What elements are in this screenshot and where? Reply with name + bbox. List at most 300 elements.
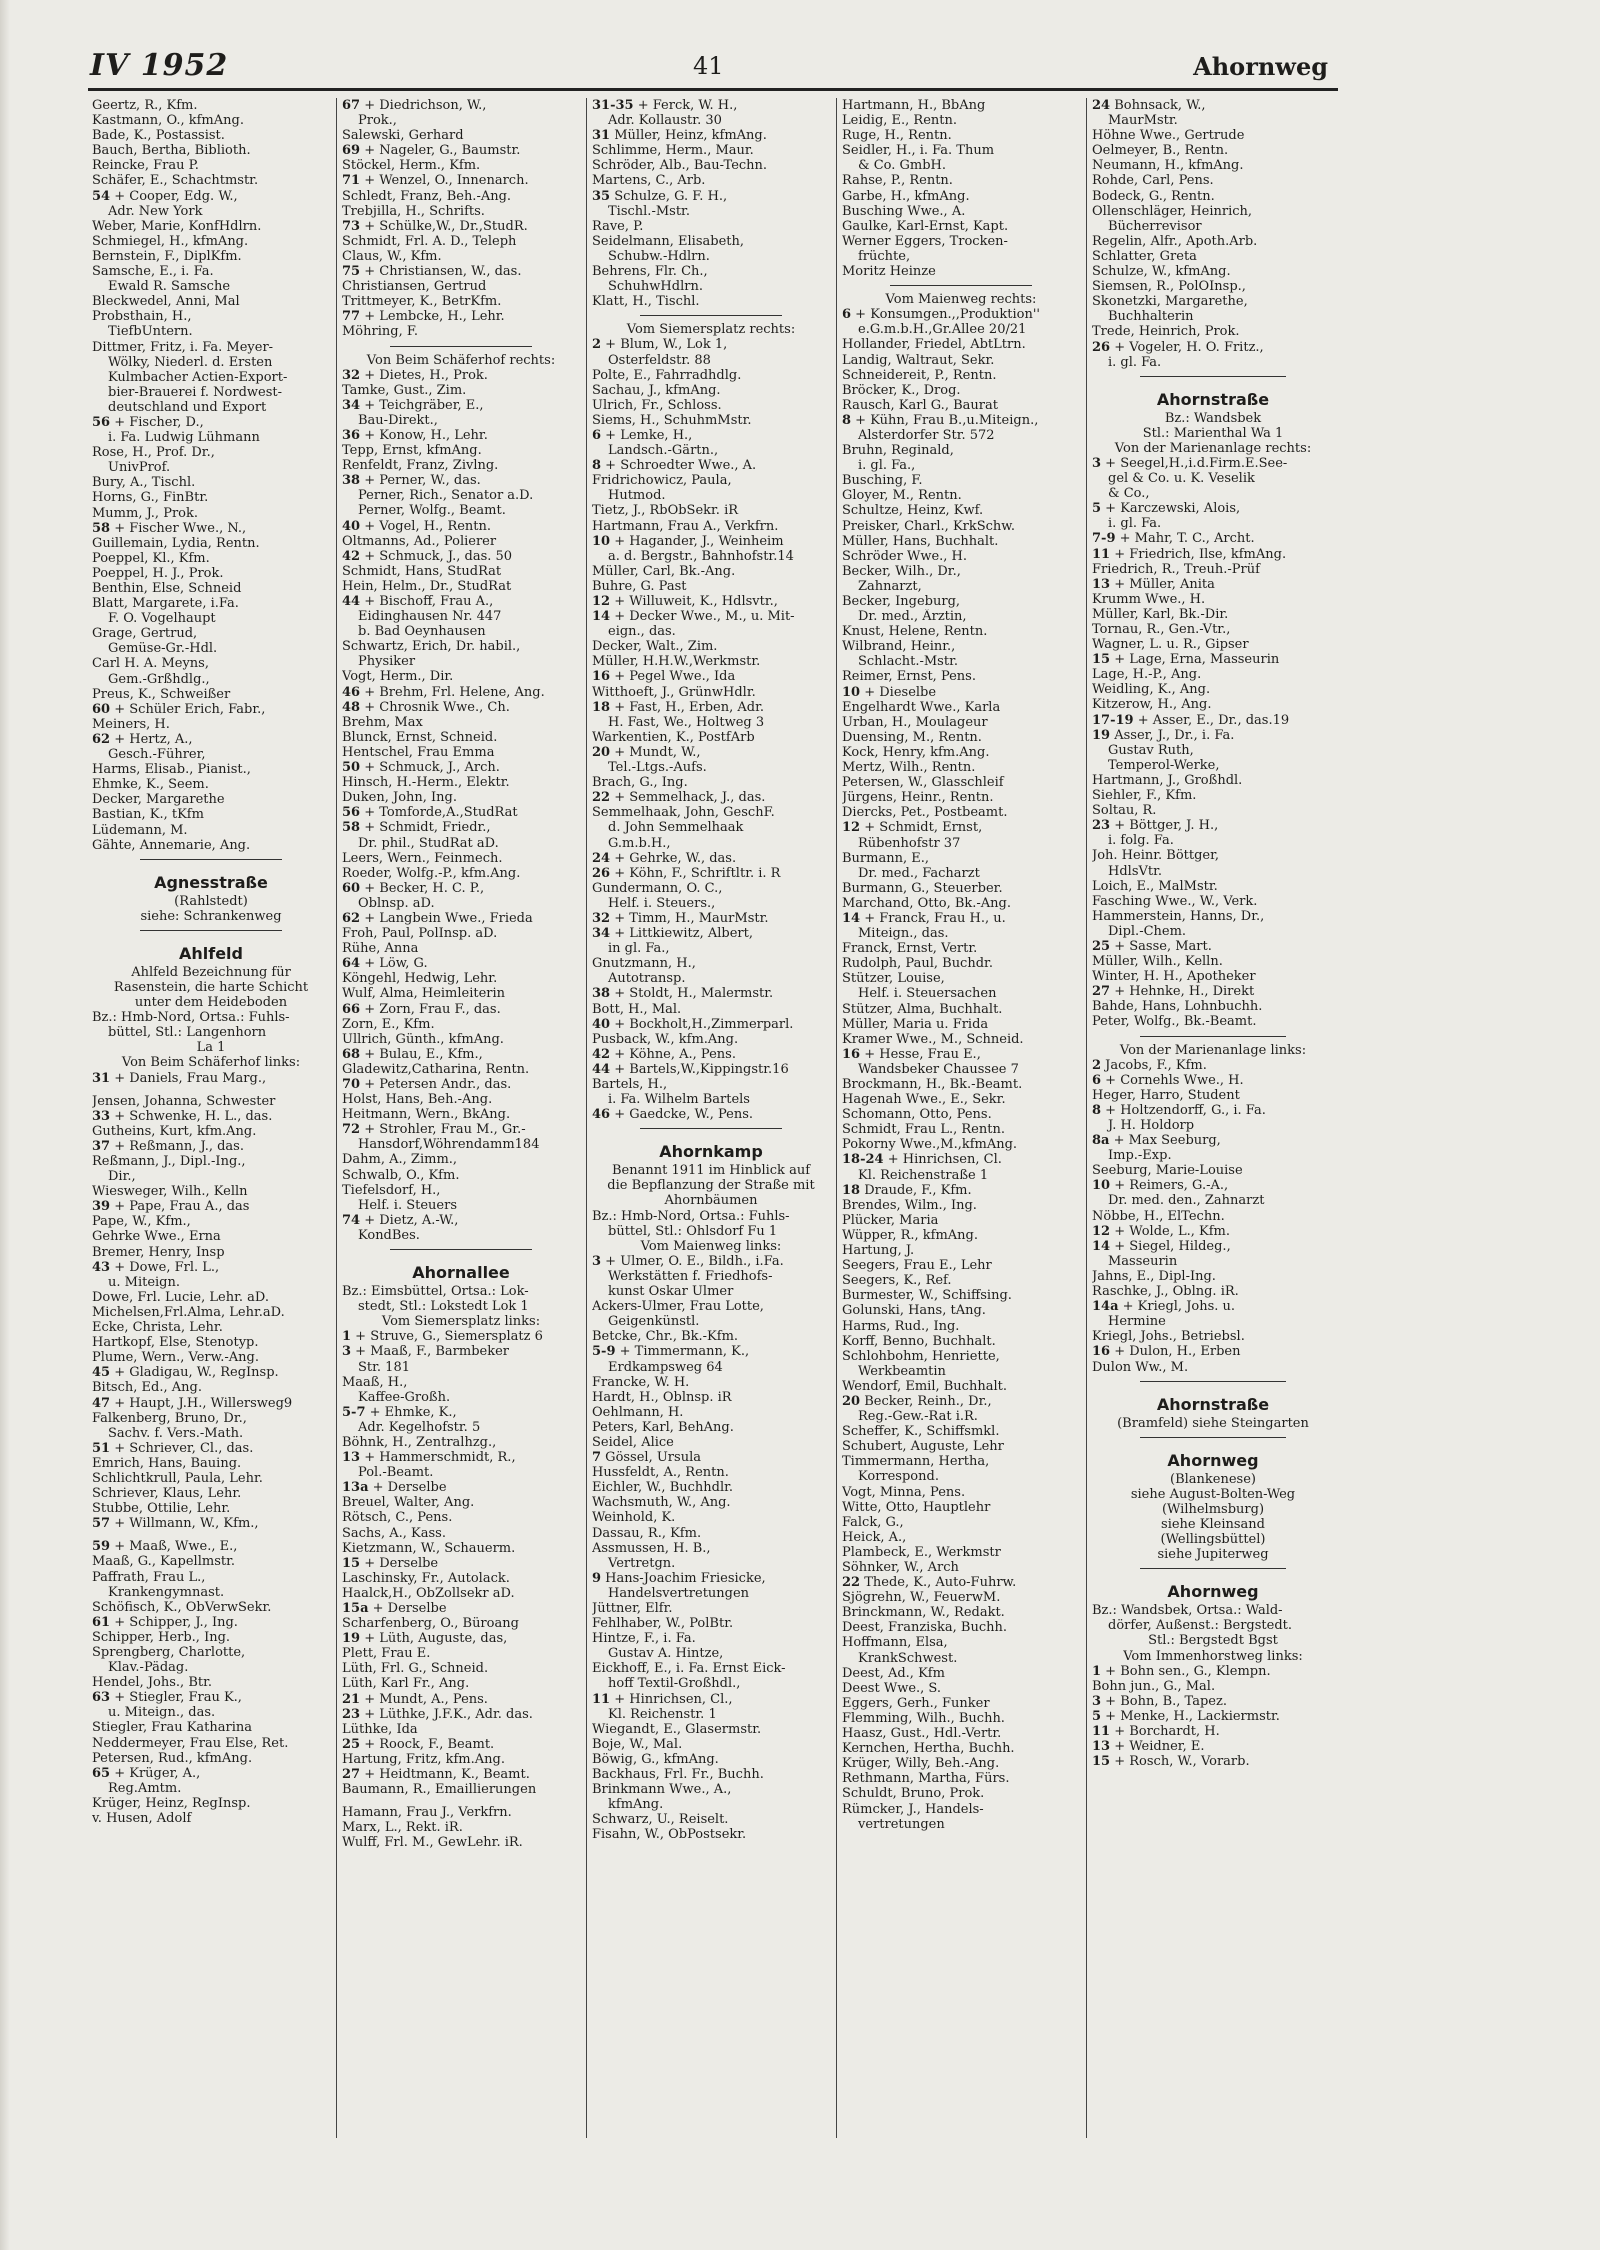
directory-entry: Peter, Wolfg., Bk.-Beamt.	[1092, 1014, 1257, 1030]
entry-continuation: Werkbeamtin	[858, 1363, 946, 1379]
directory-entry: Tornau, R., Gen.-Vtr.,	[1092, 622, 1231, 637]
directory-entry: 31 + Daniels, Frau Marg.,	[92, 1070, 267, 1086]
directory-entry: Schwartz, Erich, Dr. habil.,	[342, 639, 521, 655]
entry-continuation: Helf. i. Steuers	[358, 1197, 457, 1213]
directory-entry: Schmidt, Hans, StudRat	[342, 563, 502, 579]
directory-entry: Bahde, Hans, Lohnbuchh.	[1092, 999, 1263, 1015]
entry-continuation: kunst Oskar Ulmer	[608, 1284, 734, 1300]
directory-entry: 2 + Blum, W., Lok 1,	[592, 337, 728, 353]
directory-entry: 8 + Holtzendorff, G., i. Fa.	[1092, 1102, 1266, 1118]
column-divider	[836, 98, 837, 2138]
directory-entry: Müller, Karl, Bk.-Dir.	[1092, 606, 1229, 622]
directory-entry: Bohn jun., G., Mal.	[1092, 1678, 1216, 1694]
column-4	[842, 98, 1080, 2138]
directory-entry: Petersen, W., Glasschleif	[842, 775, 1004, 791]
entry-continuation: stedt, Stl.: Lokstedt Lok 1	[358, 1299, 529, 1315]
directory-entry: 62 + Hertz, A.,	[92, 731, 193, 747]
directory-entry: Paffrath, Frau L.,	[92, 1569, 206, 1585]
directory-entry: Geertz, R., Kfm.	[92, 98, 198, 113]
entry-continuation: Wölky, Niederl. d. Ersten	[108, 354, 273, 370]
entry-continuation: Eidinghausen Nr. 447	[358, 609, 502, 625]
directory-entry: Reimer, Ernst, Pens.	[842, 669, 976, 685]
directory-entry: Plett, Frau E.	[342, 1646, 431, 1662]
directory-entry: Witte, Otto, Hauptlehr	[842, 1499, 991, 1515]
directory-entry: Rose, H., Prof. Dr.,	[92, 445, 215, 461]
directory-entry: 26 + Vogeler, H. O. Fritz.,	[1092, 339, 1264, 355]
entry-continuation: i. gl. Fa.,	[858, 458, 916, 474]
directory-entry: Dahm, A., Zimm.,	[342, 1152, 458, 1168]
directory-entry: Hussfeldt, A., Rentn.	[592, 1465, 729, 1481]
entry-continuation: d. John Semmelhaak	[608, 820, 744, 836]
directory-entry: 45 + Gladigau, W., RegInsp.	[92, 1365, 279, 1381]
directory-entry: Lüth, Frl. G., Schneid.	[342, 1661, 489, 1677]
entry-continuation: UnivProf.	[108, 460, 171, 476]
directory-entry: 39 + Pape, Frau A., das	[92, 1199, 250, 1215]
directory-entry: Schubert, Auguste, Lehr	[842, 1439, 1004, 1455]
directory-entry: Harms, Rud., Ing.	[842, 1318, 960, 1334]
directory-entry: Bodeck, G., Rentn.	[1092, 188, 1215, 204]
street-note: unter dem Heideboden	[134, 995, 288, 1011]
entry-continuation: Osterfeldstr. 88	[608, 352, 711, 368]
blank-line	[92, 1531, 330, 1539]
directory-entry: Schomann, Otto, Pens.	[842, 1107, 992, 1123]
directory-entry: Kastmann, O., kfmAng.	[92, 113, 244, 129]
directory-entry: Buhre, G. Past	[592, 578, 687, 594]
directory-entry: Dowe, Frl. Lucie, Lehr. aD.	[92, 1289, 269, 1305]
directory-entry: Kriegl, Johs., Betriebsl.	[1092, 1329, 1245, 1345]
directory-entry: Diercks, Pet., Postbeamt.	[842, 805, 1008, 821]
entry-continuation: Dr. med., Ärztin,	[858, 609, 967, 625]
directory-entry: 36 + Konow, H., Lehr.	[342, 427, 488, 443]
entry-continuation: Reg.-Gew.-Rat i.R.	[858, 1409, 978, 1425]
directory-entry: 54 + Cooper, Edg. W.,	[92, 188, 238, 204]
directory-entry: 46 + Gaedcke, W., Pens.	[592, 1107, 754, 1123]
directory-entry: Brinckmann, W., Redakt.	[842, 1605, 1005, 1621]
directory-entry: 59 + Maaß, Wwe., E.,	[92, 1539, 238, 1555]
directory-entry: Kramer Wwe., M., Schneid.	[842, 1031, 1024, 1047]
street-heading: Ahornstraße	[1156, 1394, 1270, 1414]
directory-entry: 34 + Littkiewitz, Albert,	[592, 926, 753, 942]
directory-entry: Fehlhaber, W., PolBtr.	[592, 1616, 734, 1632]
directory-entry: 27 + Heidtmann, K., Beamt.	[342, 1767, 530, 1783]
directory-entry: Wilbrand, Heinr.,	[842, 639, 956, 655]
directory-entry: Brach, G., Ing.	[592, 775, 688, 791]
directory-entry: Schwarz, U., Reiselt.	[592, 1812, 729, 1828]
directory-entry: 25 + Roock, F., Beamt.	[342, 1736, 495, 1752]
directory-entry: 27 + Hehnke, H., Direkt	[1092, 984, 1255, 1000]
directory-entry: Martens, C., Arb.	[592, 173, 706, 189]
directory-entry: Ullrich, Günth., kfmAng.	[342, 1031, 504, 1047]
directory-entry: Marchand, Otto, Bk.-Ang.	[842, 895, 1012, 911]
directory-entry: Froh, Paul, PolInsp. aD.	[342, 926, 498, 942]
directory-entry: Sjögrehn, W., FeuerwM.	[842, 1590, 1001, 1606]
section-rule	[890, 285, 1033, 292]
running-head: Ahornweg	[1193, 52, 1328, 81]
directory-entry: Busching, F.	[842, 473, 923, 489]
directory-entry: 61 + Schipper, J., Ing.	[92, 1614, 238, 1630]
directory-entry: Lüdemann, M.	[92, 822, 188, 838]
entry-continuation: büttel, Stl.: Langenhorn	[108, 1025, 267, 1041]
directory-entry: 15a + Derselbe	[342, 1601, 447, 1616]
street-note: Vom Siemersplatz rechts:	[626, 322, 796, 338]
directory-entry: Hartmann, Frau A., Verkfrn.	[592, 518, 779, 534]
directory-entry: 50 + Schmuck, J., Arch.	[342, 760, 500, 776]
directory-entry: Tepp, Ernst, kfmAng.	[342, 443, 482, 459]
directory-entry: 34 + Teichgräber, E.,	[342, 397, 484, 413]
directory-entry: Hendel, Johs., Btr.	[92, 1675, 213, 1691]
directory-entry: Schultze, Heinz, Kwf.	[842, 503, 984, 519]
directory-entry: 6 + Lemke, H.,	[592, 427, 693, 443]
directory-entry: Probsthain, H.,	[92, 309, 192, 325]
directory-entry: 38 + Perner, W., das.	[342, 473, 481, 489]
directory-entry: Duensing, M., Rentn.	[842, 729, 982, 745]
directory-entry: 8 + Schroedter Wwe., A.	[592, 458, 757, 474]
directory-entry: 5-7 + Ehmke, K.,	[342, 1404, 457, 1420]
directory-entry: Köngehl, Hedwig, Lehr.	[342, 971, 498, 987]
directory-entry: Lüth, Karl Fr., Ang.	[342, 1676, 470, 1692]
directory-entry: 60 + Schüler Erich, Fabr.,	[92, 701, 266, 717]
directory-entry: Marx, L., Rekt. iR.	[342, 1820, 463, 1836]
directory-entry: 14a + Kriegl, Johs. u.	[1092, 1299, 1236, 1315]
directory-entry: Plücker, Maria	[842, 1212, 939, 1228]
directory-entry: Seidelmann, Elisabeth,	[592, 233, 744, 249]
directory-entry: Korff, Benno, Buchhalt.	[842, 1333, 996, 1349]
street-note: La 1	[196, 1040, 226, 1056]
directory-entry: Wendorf, Emil, Buchhalt.	[842, 1378, 1007, 1394]
directory-entry: Bauch, Bertha, Biblioth.	[92, 143, 251, 159]
directory-entry: 71 + Wenzel, O., Innenarch.	[342, 173, 529, 189]
directory-entry: Deest, Ad., Kfm	[842, 1665, 945, 1681]
directory-entry: Warkentien, K., PostfArb	[592, 729, 755, 745]
directory-entry: Samsche, E., i. Fa.	[92, 264, 214, 280]
directory-entry: 15 + Lage, Erna, Masseurin	[1092, 652, 1280, 668]
directory-entry: Tamke, Gust., Zim.	[342, 382, 467, 398]
street-note: die Bepflanzung der Straße mit	[607, 1178, 815, 1194]
directory-entry: 46 + Brehm, Frl. Helene, Ang.	[342, 684, 545, 700]
page-header	[88, 48, 1338, 88]
directory-entry: Seegers, Frau E., Lehr	[842, 1258, 992, 1274]
directory-entry: Burmester, W., Schiffsing.	[842, 1288, 1012, 1304]
directory-entry: 66 + Zorn, Frau F., das.	[342, 1001, 501, 1017]
directory-entry: Schlatter, Greta	[1092, 248, 1197, 264]
column-3	[592, 98, 830, 2138]
directory-entry: Ehmke, K., Seem.	[92, 777, 209, 793]
directory-entry: 32 + Dietes, H., Prok.	[342, 367, 488, 383]
directory-entry: Golunski, Hans, tAng.	[842, 1303, 986, 1319]
directory-entry: Ecke, Christa, Lehr.	[92, 1320, 223, 1336]
street-note: Stl.: Marienthal Wa 1	[1142, 425, 1284, 441]
directory-entry: 75 + Christiansen, W., das.	[342, 264, 522, 280]
directory-entry: Haalck,H., ObZollsekr aD.	[342, 1585, 515, 1601]
directory-entry: Mumm, J., Prok.	[92, 505, 198, 521]
directory-entry: Reßmann, J., Dipl.-Ing.,	[92, 1154, 246, 1169]
directory-entry: Bz.: Eimsbüttel, Ortsa.: Lok-	[342, 1284, 529, 1300]
entry-continuation: & Co.,	[1108, 486, 1150, 502]
directory-entry: 10 + Dieselbe	[842, 684, 937, 700]
directory-entry: Schöfisch, K., ObVerwSekr.	[92, 1599, 272, 1615]
directory-entry: 12 + Schmidt, Ernst,	[842, 820, 983, 836]
street-note: Vom Maienweg rechts:	[885, 292, 1037, 308]
directory-entry: Hartung, Fritz, kfm.Ang.	[342, 1751, 505, 1767]
entry-continuation: kfmAng.	[608, 1797, 664, 1813]
directory-entry: Tietz, J., RbObSekr. iR	[592, 503, 739, 519]
directory-entry: 35 Schulze, G. F. H.,	[592, 188, 728, 204]
directory-entry: 13 + Hammerschmidt, R.,	[342, 1450, 516, 1466]
directory-entry: Plume, Wern., Verw.-Ang.	[92, 1350, 259, 1366]
directory-entry: Becker, Wilh., Dr.,	[842, 563, 961, 579]
street-note: Vom Maienweg links:	[640, 1238, 782, 1254]
entry-continuation: i. Fa. Wilhelm Bartels	[608, 1092, 750, 1108]
street-note: siehe Kleinsand	[1161, 1516, 1265, 1532]
directory-entry: Poeppel, H. J., Prok.	[92, 565, 224, 581]
entry-continuation: Oblnsp. aD.	[358, 895, 435, 911]
directory-entry: Hartmann, H., BbAng	[842, 98, 986, 113]
directory-entry: Vogt, Herm., Dir.	[342, 669, 454, 685]
directory-entry: Emrich, Hans, Bauing.	[92, 1455, 242, 1471]
directory-entry: Hoffmann, Elsa,	[842, 1635, 948, 1651]
directory-entry: 11 + Hinrichsen, Cl.,	[592, 1691, 733, 1707]
directory-entry: 38 + Stoldt, H., Malermstr.	[592, 986, 774, 1002]
directory-entry: Eickhoff, E., i. Fa. Ernst Eick-	[592, 1661, 786, 1677]
entry-continuation: Hermine	[1108, 1314, 1166, 1330]
street-note: Rasenstein, die harte Schicht	[113, 979, 309, 995]
directory-entry: Decker, Walt., Zim.	[592, 639, 718, 655]
entry-continuation: Gustav A. Hintze,	[608, 1646, 724, 1662]
directory-entry: Reincke, Frau P.	[92, 158, 199, 174]
entry-continuation: & Co. GmbH.	[858, 158, 947, 174]
entry-continuation: Imp.-Exp.	[1108, 1148, 1172, 1164]
entry-continuation: eign., das.	[608, 624, 676, 640]
entry-continuation: Schubw.-Hdlrn.	[608, 248, 710, 264]
street-heading: Ahlfeld	[178, 943, 243, 963]
directory-entry: 3 + Ulmer, O. E., Bildh., i.Fa.	[592, 1253, 784, 1269]
directory-entry: Knust, Helene, Rentn.	[842, 624, 988, 640]
directory-entry: 5 + Menke, H., Lackiermstr.	[1092, 1708, 1280, 1724]
directory-entry: Loich, E., MalMstr.	[1092, 878, 1218, 894]
directory-entry: Schipper, Herb., Ing.	[92, 1629, 231, 1645]
directory-entry: 74 + Dietz, A.-W.,	[342, 1212, 459, 1228]
entry-continuation: J. H. Holdorp	[1108, 1118, 1195, 1133]
directory-entry: Bruhn, Reginald,	[842, 443, 954, 459]
directory-entry: 3 + Seegel,H.,i.d.Firm.E.See-	[1092, 455, 1288, 471]
directory-entry: Bröcker, K., Drog.	[842, 382, 961, 398]
directory-entry: 13 + Weidner, E.	[1092, 1739, 1205, 1755]
street-note: siehe: Schrankenweg	[140, 908, 282, 924]
directory-entry: Becker, Ingeburg,	[842, 594, 961, 609]
directory-entry: Dittmer, Fritz, i. Fa. Meyer-	[92, 339, 274, 355]
entry-continuation: Rübenhofstr 37	[858, 835, 961, 851]
entry-continuation: Perner, Wolfg., Beamt.	[358, 503, 506, 519]
entry-continuation: Bau-Direkt.,	[358, 412, 438, 428]
directory-entry: Weber, Marie, KonfHdlrn.	[92, 218, 262, 234]
directory-entry: 40 + Vogel, H., Rentn.	[342, 518, 492, 534]
directory-entry: 31 Müller, Heinz, kfmAng.	[592, 128, 767, 144]
directory-entry: Schlimme, Herm., Maur.	[592, 143, 754, 159]
directory-entry: Hollander, Friedel, AbtLtrn.	[842, 337, 1026, 353]
directory-entry: 43 + Dowe, Frl. L.,	[92, 1259, 220, 1275]
section-rule	[1140, 1437, 1285, 1444]
directory-entry: Rühe, Anna	[342, 941, 419, 957]
directory-entry: Decker, Margarethe	[92, 792, 225, 808]
directory-entry: 22 + Semmelhack, J., das.	[592, 790, 766, 806]
entry-continuation: hoff Textil-Großhdl.,	[608, 1676, 741, 1692]
directory-entry: v. Husen, Adolf	[92, 1811, 192, 1827]
directory-entry: Hintze, F., i. Fa.	[592, 1631, 696, 1647]
directory-entry: 72 + Strohler, Frau M., Gr.-	[342, 1122, 526, 1138]
directory-entry: Müller, Maria u. Frida	[842, 1016, 989, 1032]
directory-entry: Behrens, Flr. Ch.,	[592, 264, 708, 280]
entry-continuation: Tel.-Ltgs.-Aufs.	[608, 760, 707, 776]
directory-entry: Siehler, F., Kfm.	[1092, 788, 1197, 804]
entry-continuation: Geigenkünstl.	[608, 1314, 700, 1330]
directory-entry: Friedrich, R., Treuh.-Prüf	[1092, 561, 1260, 577]
directory-entry: Höhne Wwe., Gertrude	[1092, 128, 1245, 144]
directory-entry: 8a + Max Seeburg,	[1092, 1133, 1221, 1149]
directory-entry: Roeder, Wolfg.-P., kfm.Ang.	[342, 865, 521, 881]
entry-continuation: Prok.,	[358, 113, 397, 129]
street-note: Benannt 1911 im Hinblick auf	[611, 1163, 811, 1179]
directory-entry: Semmelhaak, John, GeschF.	[592, 805, 775, 821]
entry-continuation: i. gl. Fa.	[1108, 354, 1162, 370]
entry-continuation: i. folg. Fa.	[1108, 833, 1174, 849]
directory-entry: Falkenberg, Bruno, Dr.,	[92, 1410, 247, 1426]
directory-entry: Rahse, P., Rentn.	[842, 173, 953, 189]
entry-continuation: Gemüse-Gr.-Hdl.	[108, 641, 218, 657]
directory-entry: 14 + Franck, Frau H., u.	[842, 910, 1006, 926]
directory-entry: Müller, Hans, Buchhalt.	[842, 533, 999, 549]
entry-continuation: Tischl.-Mstr.	[608, 203, 690, 219]
directory-entry: Gehrke Wwe., Erna	[92, 1229, 221, 1245]
directory-entry: Bz.: Hmb-Nord, Ortsa.: Fuhls-	[92, 1010, 290, 1026]
blank-line	[92, 1086, 330, 1094]
entry-continuation: Dr. med. den., Zahnarzt	[1108, 1193, 1265, 1209]
entry-continuation: Gustav Ruth,	[1108, 742, 1194, 758]
directory-entry: Gnutzmann, H.,	[592, 956, 696, 972]
directory-entry: Hartkopf, Else, Stenotyp.	[92, 1335, 259, 1351]
entry-continuation: Dr. phil., StudRat aD.	[358, 835, 499, 851]
directory-entry: Meiners, H.	[92, 716, 170, 732]
street-note: siehe Jupiterweg	[1157, 1547, 1269, 1563]
directory-entry: Hamann, Frau J., Verkfrn.	[342, 1805, 512, 1821]
header-rule	[88, 88, 1338, 91]
section-rule	[640, 315, 783, 322]
directory-entry: Blunck, Ernst, Schneid.	[342, 729, 498, 745]
street-note: Bz.: Wandsbek	[1164, 410, 1262, 426]
street-note: Ahornbäumen	[664, 1193, 758, 1209]
entry-continuation: Korrespond.	[858, 1469, 939, 1485]
directory-entry: Michelsen,Frl.Alma, Lehr.aD.	[92, 1304, 285, 1320]
directory-entry: 12 + Willuweit, K., Hdlsvtr.,	[592, 594, 778, 609]
directory-entry: Stützer, Louise,	[842, 971, 945, 987]
directory-entry: 1 + Bohn sen., G., Klempn.	[1092, 1663, 1271, 1679]
directory-entry: 15 + Derselbe	[342, 1555, 439, 1571]
directory-entry: Rausch, Karl G., Baurat	[842, 397, 998, 413]
directory-entry: 7 Gössel, Ursula	[592, 1450, 701, 1466]
directory-entry: Klatt, H., Tischl.	[592, 294, 700, 310]
entry-continuation: in gl. Fa.,	[608, 941, 670, 957]
directory-entry: Wiegandt, E., Glasermstr.	[592, 1721, 762, 1737]
directory-entry: 31-35 + Ferck, W. H.,	[592, 98, 738, 113]
directory-entry: Schlichtkrull, Paula, Lehr.	[92, 1470, 263, 1486]
directory-entry: Rötsch, C., Pens.	[342, 1510, 453, 1526]
directory-entry: Poeppel, Kl., Kfm.	[92, 550, 210, 566]
directory-entry: 6 + Konsumgen.,,Produktion''	[842, 307, 1041, 323]
directory-entry: 8 + Kühn, Frau B.,u.Miteign.,	[842, 412, 1039, 428]
directory-entry: 1 + Struve, G., Siemersplatz 6	[342, 1329, 543, 1345]
entry-continuation: Dir.,	[108, 1169, 136, 1185]
street-heading: Agnesstraße	[154, 872, 268, 892]
directory-entry: Brehm, Max	[342, 714, 423, 730]
directory-entry: Joh. Heinr. Böttger,	[1092, 848, 1220, 864]
directory-entry: 13a + Derselbe	[342, 1480, 447, 1496]
directory-entry: Böwig, G., kfmAng.	[592, 1751, 719, 1767]
section-rule	[390, 346, 533, 353]
directory-entry: Rethmann, Martha, Fürs.	[842, 1771, 1010, 1787]
directory-entry: Wulff, Frl. M., GewLehr. iR.	[342, 1835, 523, 1851]
directory-entry: Raschke, J., Oblng. iR.	[1092, 1284, 1239, 1300]
directory-entry: Hentschel, Frau Emma	[342, 744, 495, 760]
directory-entry: Schuldt, Bruno, Prok.	[842, 1786, 985, 1802]
entry-continuation: Hansdorf,Wöhrendamm184	[358, 1137, 540, 1153]
directory-entry: Bastian, K., tKfm	[92, 807, 204, 823]
directory-entry: Deest, Franziska, Buchh.	[842, 1620, 1007, 1636]
street-note: Von der Marienanlage links:	[1119, 1042, 1307, 1058]
directory-entry: 19 Asser, J., Dr., i. Fa.	[1092, 727, 1235, 743]
directory-entry: Schröder, Alb., Bau-Techn.	[592, 158, 768, 174]
column-divider	[336, 98, 337, 2138]
directory-entry: Wachsmuth, W., Ang.	[592, 1495, 731, 1511]
directory-entry: Wüpper, R., kfmAng.	[842, 1227, 979, 1243]
directory-entry: Gähte, Annemarie, Ang.	[92, 837, 251, 853]
directory-entry: 24 + Gehrke, W., das.	[592, 850, 737, 866]
directory-entry: Ollenschläger, Heinrich,	[1092, 203, 1253, 219]
directory-entry: Hein, Helm., Dr., StudRat	[342, 578, 512, 594]
directory-entry: Baumann, R., Emaillierungen	[342, 1782, 537, 1798]
entry-continuation: i. Fa. Ludwig Lühmann	[108, 430, 260, 446]
directory-entry: Brockmann, H., Bk.-Beamt.	[842, 1077, 1023, 1092]
directory-entry: Jensen, Johanna, Schwester	[92, 1093, 276, 1109]
directory-entry: Seegers, K., Ref.	[842, 1273, 952, 1289]
street-heading: Ahornstraße	[1156, 389, 1270, 409]
directory-entry: Mertz, Wilh., Rentn.	[842, 760, 976, 776]
directory-entry: Renfeldt, Franz, Zivlng.	[342, 458, 499, 474]
entry-continuation: Masseurin	[1108, 1253, 1178, 1269]
directory-entry: Timmermann, Hertha,	[842, 1454, 990, 1470]
directory-entry: Fasching Wwe., W., Verk.	[1092, 893, 1258, 909]
entry-continuation: Gesch.-Führer,	[108, 747, 206, 763]
directory-entry: Hartmann, J., Großhdl.	[1092, 772, 1243, 788]
section-rule	[1140, 1036, 1285, 1043]
entry-continuation: deutschland und Export	[108, 399, 267, 415]
directory-entry: Blatt, Margarete, i.Fa.	[92, 596, 239, 612]
directory-entry: Nöbbe, H., ElTechn.	[1092, 1208, 1225, 1224]
directory-entry: 60 + Becker, H. C. P.,	[342, 880, 485, 896]
directory-entry: 5-9 + Timmermann, K.,	[592, 1344, 750, 1360]
directory-entry: 63 + Stiegler, Frau K.,	[92, 1690, 242, 1706]
directory-entry: Assmussen, H. B.,	[592, 1540, 711, 1556]
directory-entry: Pape, W., Kfm.,	[92, 1214, 191, 1230]
street-note: Von Beim Schäferhof links:	[121, 1055, 301, 1071]
directory-entry: 16 + Pegel Wwe., Ida	[592, 669, 736, 685]
directory-entry: 2 Jacobs, F., Kfm.	[1092, 1057, 1207, 1073]
directory-entry: 69 + Nageler, G., Baumstr.	[342, 143, 521, 159]
street-note: Von der Marienanlage rechts:	[1114, 440, 1312, 456]
directory-entry: Schriever, Klaus, Lehr.	[92, 1486, 242, 1502]
directory-entry: 16 + Hesse, Frau E.,	[842, 1046, 981, 1062]
directory-entry: Kock, Henry, kfm.Ang.	[842, 744, 990, 760]
entry-continuation: Reg.Amtm.	[108, 1780, 182, 1796]
directory-entry: Stiegler, Frau Katharina	[92, 1720, 252, 1736]
